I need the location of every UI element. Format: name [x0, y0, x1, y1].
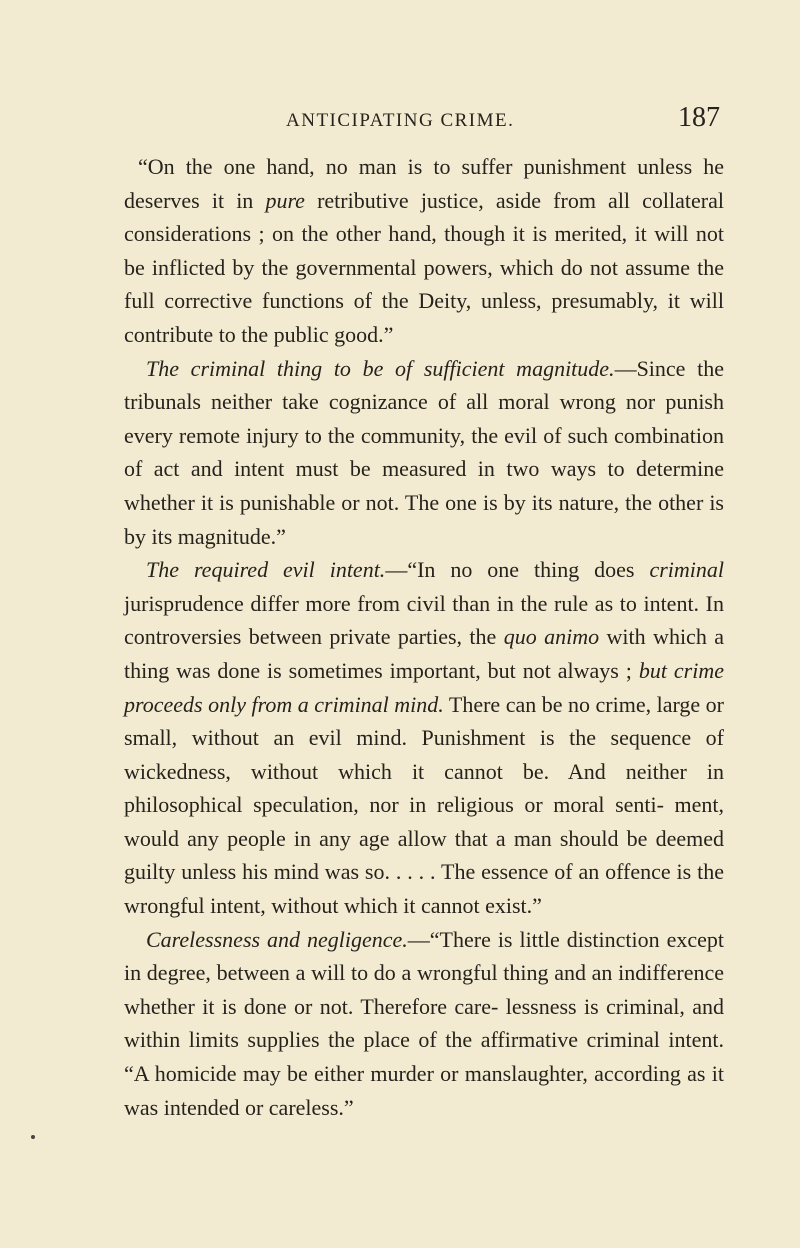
margin-speck — [31, 1135, 35, 1139]
text-run-italic: but crime proceeds only from a criminal mind. — [124, 657, 725, 717]
paragraph-carelessness — [124, 923, 724, 1125]
text-run-italic: quo animo — [503, 624, 600, 650]
running-head: ANTICIPATING CRIME. — [286, 110, 515, 131]
paragraph-opening-quote — [124, 150, 724, 352]
text-run: —Since the tribunals neither take cognizance of all moral wrong nor punish every remote injury to the community, the evil of such combination of act and intent must be measured in two ways to determine whether it is punishable or not. The one is by its nature, the other is by its magnitude.” — [124, 355, 724, 549]
page-number: 187 — [678, 102, 720, 133]
section-heading-italic: The criminal thing to be of sufficient magnitude. — [146, 355, 615, 381]
text-run: —“In no one thing does — [385, 557, 650, 583]
text-run: —“There is little distinction except in degree, between a will to do a wrongful thing and an indifference whether it is done or not. Therefore care- lessness is criminal, and within limits supplies the place of the affirmative criminal intent. “A homicide may be either murder or manslaughter, according as it was intended or careless.” — [124, 926, 725, 1120]
text-run: with which a thing was done is sometimes important, but not always ; — [124, 624, 724, 683]
section-heading-italic: Carelessness and negligence. — [146, 926, 408, 952]
page-header — [124, 100, 720, 140]
paragraph-evil-intent — [124, 553, 724, 923]
body-text — [124, 150, 724, 1124]
text-run: There can be no crime, large or small, without an evil mind. Punishment is the sequence of wickedness, without which it cannot be. And neither in philosophical speculation, nor in religious or moral senti- ment, would any people in any age allow that a man should be deemed guilty unless his mind was so. . . . . The essence of an offence is the wrongful intent, without which it cannot exist.” — [124, 691, 724, 919]
section-heading-italic: The required evil intent. — [146, 557, 386, 583]
text-run: retributive justice, aside from all collateral considerations ; on the other hand, though it is merited, it will not be inflicted by the governmental powers, which do not assume the full corrective functions of the Deity, unless, presumably, it will contribute to the public good.” — [124, 187, 724, 347]
text-run: “On the one hand, no man is to suffer punishment unless he deserves it in — [124, 154, 724, 213]
text-run-italic: criminal — [649, 557, 724, 583]
text-run-italic: pure — [265, 187, 305, 213]
text-run: jurisprudence differ more from civil than in the rule as to intent. In controversies between private parties, the — [124, 590, 724, 650]
paragraph-sufficient-magnitude — [124, 352, 724, 554]
